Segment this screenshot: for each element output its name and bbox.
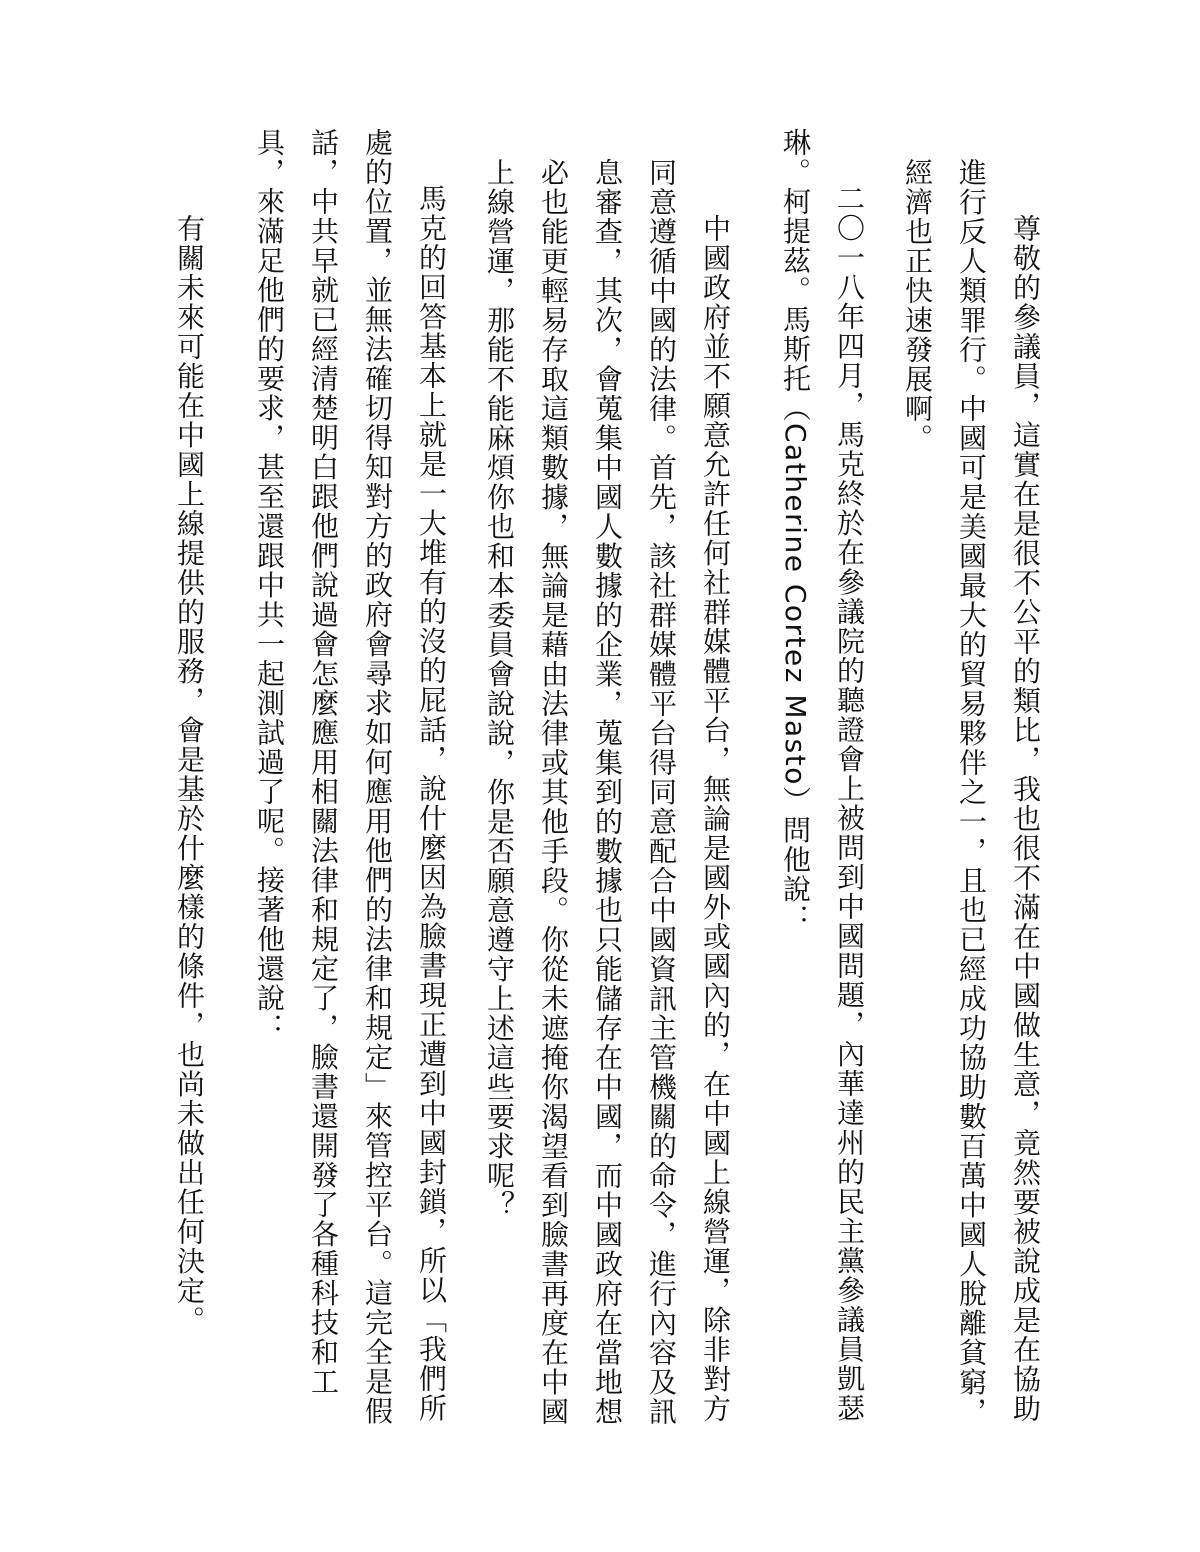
paragraph-quote-no-decision: 有關未來可能在中國上線提供的服務，會是基於什麼樣的條件，也尚未做出任何決定。: [173, 214, 206, 1335]
paragraph-narrative-zuckerberg-answer: 馬克的回答基本上就是一大堆有的沒的屁話，說什麼因為臉書現正遭到中國封鎖，所以「我們所處的位置，並無法確切得知對方的政府會尋求如何應用他們的法律和規定」來管控平台。這完全是假話，中共早就已經清楚明白跟他們說過會怎麼應用相關法律和規定了，臉書還開發了各種科技和工具，來滿足他們的要求，甚至還跟中共一起測試過了呢。接著他還說：: [253, 128, 448, 1426]
paragraph-narrative-senate-hearing: 二〇一八年四月，馬克終於在參議院的聽證會上被問到中國問題，內華達州的民主黨參議員凱瑟琳。柯提茲。馬斯托（Catherine Cortez Masto）問他說：: [779, 128, 866, 1423]
book-page: [162, 128, 1052, 1430]
paragraph-quote-senator-question: 中國政府並不願意允許任何社群媒體平台，無論是國外或國內的，在中國上線營運，除非對方同意遵循中國的法律。首先，該社群媒體平台得同意配合中國資訊主管機關的命令，進行內容及訊息審查，其次，會蒐集中國人數據的企業，蒐集到的數據也只能儲存在中國，而中國政府在當地想必也能更輕易存取這類數據，無論是藉由法律或其他手段。你從未遮掩你渴望看到臉書再度在中國上線營運，那能不能麻煩你也和本委員會說說，你是否願意遵守上述這些要求呢？: [483, 158, 732, 1427]
paragraph-quote-unfair-analogy: 尊敬的參議員，這實在是很不公平的類比，我也很不滿在中國做生意，竟然要被說成是在協助進行反人類罪行。中國可是美國最大的貿易夥伴之一，且也已經成功協助數百萬中國人脫離貧窮，經濟也正快速發展啊。: [901, 158, 1042, 1427]
